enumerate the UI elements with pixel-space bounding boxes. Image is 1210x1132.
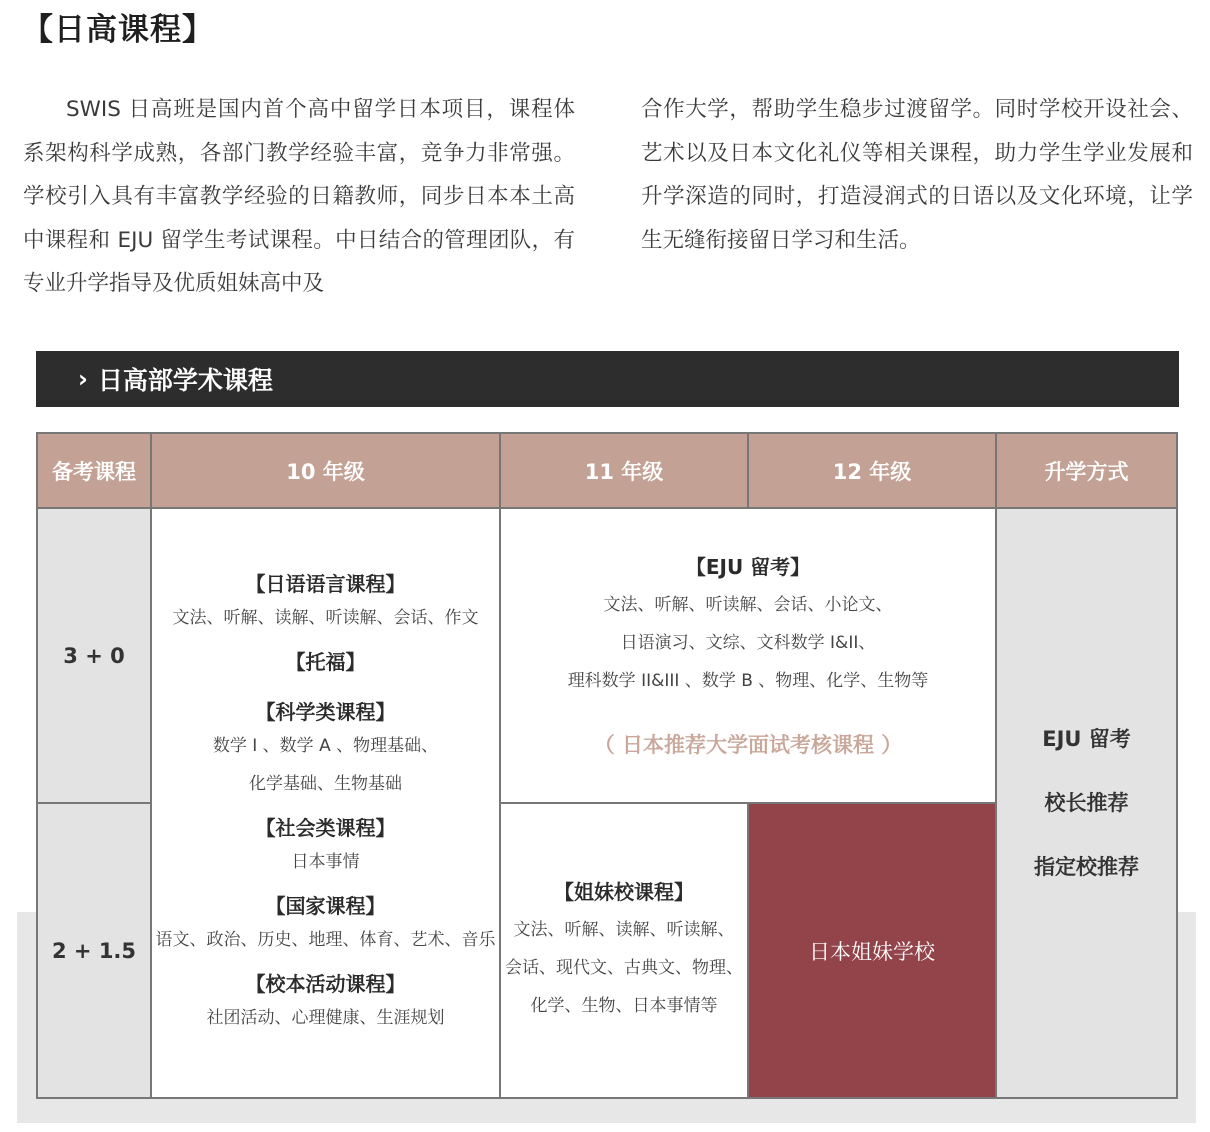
header-grade-12 [747, 432, 997, 509]
chevron-right-icon: › [78, 365, 88, 393]
course-text-science-2: 化学基础、生物基础 [249, 774, 402, 794]
japan-sister-school-label: 日本姐妹学校 [809, 939, 935, 964]
header-admission [995, 432, 1178, 509]
course-title-toefl: 【托福】 [285, 650, 366, 674]
section-header-bar [36, 351, 1179, 407]
sister-text-1: 文法、听解、读解、听读解、 [513, 919, 735, 940]
header-grade-10 [150, 432, 501, 509]
track-2-1-5 [36, 802, 152, 1099]
page-title: 【日高课程】 [22, 12, 214, 48]
track-3-0-label: 3 + 0 [63, 643, 125, 668]
intro-paragraph-right: 合作大学，帮助学生稳步过渡留学。同时学校开设社会、艺术以及日本文化礼仪等相关课程，助力学生学业发展和升学深造的同时，打造浸润式的日语以及文化环境，让学生无缝衔接留日学习和生活。 [641, 97, 1193, 253]
admission-principal-recommendation: 校长推荐 [1044, 791, 1129, 815]
course-text-science-1: 数学 I 、数学 A 、物理基础、 [212, 736, 439, 756]
header-grade-11-label: 11 年级 [584, 459, 664, 484]
eju-interview-note: （ 日本推荐大学面试考核课程 ） [593, 732, 903, 757]
sister-school-courses [499, 802, 749, 1099]
course-title-science: 【科学类课程】 [255, 700, 396, 724]
eju-text-1: 文法、听解、听读解、会话、小论文、 [603, 594, 893, 615]
header-grade-12-label: 12 年级 [832, 459, 912, 484]
japan-sister-school [747, 802, 997, 1099]
course-text-national: 语文、政治、历史、地理、体育、艺术、音乐 [155, 930, 496, 950]
course-text-activities: 社团活动、心理健康、生涯规划 [206, 1008, 445, 1028]
sister-title: 【姐妹校课程】 [554, 879, 694, 904]
header-prep-courses [36, 432, 152, 509]
admission-methods [995, 507, 1178, 1099]
intro-paragraph-left: SWIS 日高班是国内首个高中留学日本项目，课程体系架构科学成熟，各部门教学经验丰富，竞争力非常强。学校引入具有丰富教学经验的日籍教师，同步日本本土高中课程和 EJU 留学生考试课程。中日结合的管理团队，有专业升学指导及优质姐妹高中及 [23, 97, 575, 296]
header-grade-11 [499, 432, 749, 509]
admission-eju: EJU 留考 [1042, 727, 1131, 751]
eju-text-2: 日语演习、文综、文科数学 I&II、 [620, 632, 876, 653]
admission-designated-school: 指定校推荐 [1034, 855, 1139, 879]
course-title-national: 【国家课程】 [265, 894, 386, 918]
course-title-social: 【社会类课程】 [255, 816, 396, 840]
header-prep-label: 备考课程 [52, 459, 136, 484]
course-title-activities: 【校本活动课程】 [245, 972, 406, 996]
eju-courses [499, 507, 997, 804]
eju-text-3: 理科数学 II&III 、数学 B 、物理、化学、生物等 [567, 670, 929, 691]
course-text-social: 日本事情 [291, 852, 360, 872]
track-3-0 [36, 507, 152, 804]
eju-title: 【EJU 留考】 [685, 554, 811, 579]
header-admission-label: 升学方式 [1044, 459, 1129, 484]
section-title: 日高部学术课程 [97, 366, 273, 395]
grade-10-courses [150, 507, 501, 1099]
course-title-japanese: 【日语语言课程】 [245, 572, 406, 596]
track-2-1-5-label: 2 + 1.5 [51, 938, 137, 963]
sister-text-2: 会话、现代文、古典文、物理、 [505, 957, 743, 978]
sister-text-3: 化学、生物、日本事情等 [530, 995, 718, 1016]
course-text-japanese: 文法、听解、读解、听读解、会话、作文 [172, 608, 479, 628]
header-grade-10-label: 10 年级 [286, 459, 365, 484]
